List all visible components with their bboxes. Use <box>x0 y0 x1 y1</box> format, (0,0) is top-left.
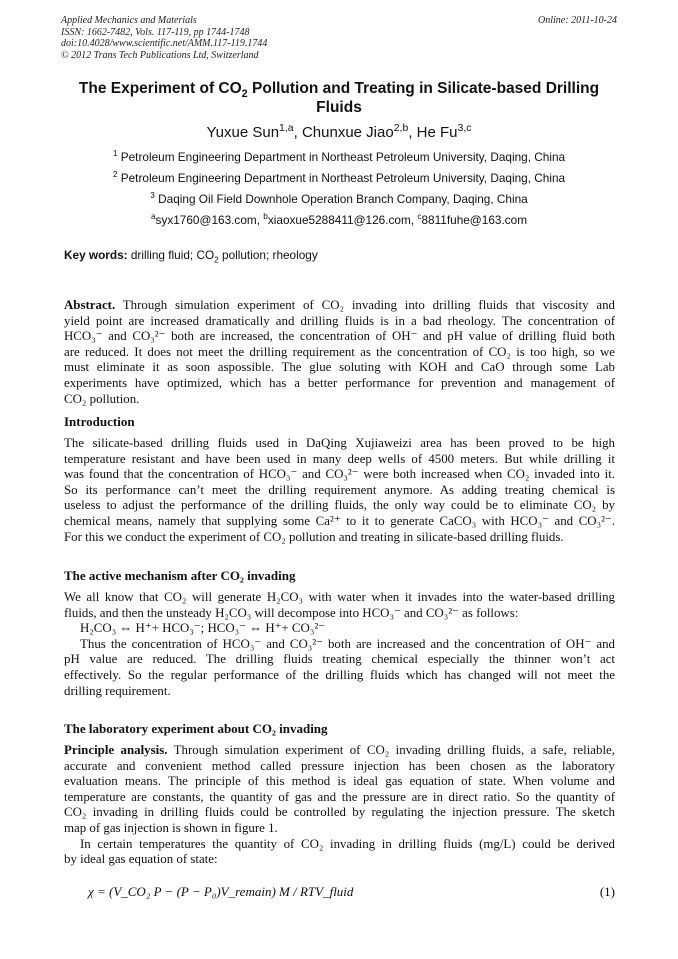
mechanism-line-6: drilling requirement. <box>64 683 171 698</box>
lab-line-5: CO₂ invading in drilling fluids could be controlled by regulating the injection pressure. The sketch <box>64 805 615 820</box>
equation-1: χ = (V_CO₂ P − (P − P₀)V_remain) M / RTV_fluid <box>88 884 354 899</box>
affiliation-2 <box>60 171 618 185</box>
author-1-sup: 1,a <box>279 122 294 134</box>
author-3: , He Fu <box>408 124 458 141</box>
online-date: Online: 2011-10-24 <box>538 15 617 26</box>
intro-line-7: For this we conduct the experiment of CO₂ pollution and treating in silicate-based drilling fluids. <box>64 529 564 544</box>
keywords-text1: drilling fluid; CO <box>127 248 215 262</box>
email-a: syx1760@163.com, <box>155 213 264 227</box>
lab-line-6: map of gas injection is shown in figure 1. <box>64 820 278 835</box>
title-part1: The Experiment of CO <box>78 80 242 97</box>
intro-line-2: temperature resistant and have been used in many deep wells of 4500 meters. But while drilling it <box>64 451 615 466</box>
journal-header <box>61 15 617 61</box>
affiliation-1-num: 1 <box>112 149 118 159</box>
keywords <box>64 248 616 265</box>
email-b: xiaoxue5288411@126.com, <box>267 213 418 227</box>
email-line <box>60 213 618 227</box>
abstract-label: Abstract. <box>64 298 116 312</box>
abstract-line-3: HCO₃⁻ and CO₃²⁻ both are increased, the concentration of OH⁻ and pH value of drilling fluid both <box>64 329 615 344</box>
mechanism-line-1: We all know that CO₂ will generate H₂CO₃ with water when it invades into the water-based drilling <box>64 590 615 604</box>
principle-label: Principle analysis. <box>64 743 168 757</box>
affiliation-3-text: Daqing Oil Field Downhole Operation Branch Company, Daqing, China <box>158 192 528 206</box>
lab-line-2: accurate and convenient method called pressure injection has been chosen as the laboratory <box>64 758 615 773</box>
email-c-sup: c <box>417 212 422 222</box>
mechanism-line-3: Thus the concentration of HCO₃⁻ and CO₃²⁻ both are increased and the concentration of OH⁻ and <box>80 636 615 651</box>
affiliation-2-text: Petroleum Engineering Department in Northeast Petroleum University, Daqing, China <box>120 171 566 185</box>
lab-l1: Through simulation experiment of CO₂ invading drilling fluids, a safe, reliable, <box>167 743 615 757</box>
abstract-line-5: must eliminate it as soon aspossible. The glue soluting with KOH and CaO through some Lab <box>64 360 615 375</box>
lab-line-8: by ideal gas equation of state: <box>64 852 218 867</box>
journal-copyright: © 2012 Trans Tech Publications Ltd, Switzerland <box>61 49 259 61</box>
email-a-sup: a <box>150 212 156 222</box>
author-3-sup: 3,c <box>457 122 472 134</box>
lab-line-1 <box>64 743 615 759</box>
laboratory-body <box>64 743 615 868</box>
intro-line-1: The silicate-based drilling fluids used in DaQing Xujiaweizi area has been proved to be high <box>64 436 615 450</box>
abstract-line-7: CO₂ pollution. <box>64 391 140 406</box>
affiliation-3 <box>60 192 618 206</box>
equation-number: (1) <box>599 884 615 899</box>
keywords-text2: pollution; rheology <box>218 248 318 262</box>
keywords-label: Key words: <box>64 248 128 262</box>
title-part2: Pollution and Treating in Silicate-based Drilling <box>247 80 600 97</box>
mechanism-line-5: effectively. So the regular performance of the drilling fluids which has changed will not meet the <box>64 667 615 682</box>
lab-line-7: In certain temperatures the quantity of CO₂ invading in drilling fluids (mg/L) could be derived <box>80 836 615 851</box>
abstract-line-6: experiments have optimized, which has a better performance for prevention and management of <box>64 375 615 390</box>
author-1: Yuxue Sun <box>206 124 280 141</box>
abstract-line-1 <box>64 298 615 314</box>
title-line2: Fluids <box>316 99 362 116</box>
intro-line-6: chemical means, namely that supplying some Ca²⁺ to it to generate CaCO₃ with HCO₃⁻ and CO₃²⁻. <box>64 513 615 528</box>
abstract-l1: Through simulation experiment of CO₂ invading into drilling fluids that viscosity and <box>115 298 615 312</box>
intro-line-3: was found that the concentration of HCO₃⁻ and CO₃²⁻ were both increased when CO₂ invaded into it. <box>64 467 615 482</box>
abstract-line-4: are reduced. It does not meet the drilling requirement as the concentration of CO₂ is too high, so we <box>64 344 615 359</box>
abstract <box>64 298 615 407</box>
paper-title <box>60 79 618 117</box>
lab-line-3: evaluation means. The principle of this method is ideal gas equation of state. When volume and <box>64 774 615 789</box>
journal-issn: ISSN: 1662-7482, Vols. 117-119, pp 1744-1748 <box>61 26 250 38</box>
affiliation-1-text: Petroleum Engineering Department in Northeast Petroleum University, Daqing, China <box>120 150 566 164</box>
dissociation-equation: H₂CO₃ ⇔ H⁺+ HCO₃⁻; HCO₃⁻ ⇔ H⁺+ CO₃²⁻ <box>80 621 325 636</box>
intro-line-4: So its performance can’t meet the drilling requirement anymore. As adding treating chemical is <box>64 482 615 497</box>
intro-line-5: useless to adjust the performance of the drilling fluids, the only way could be to eliminate CO₂ by <box>64 498 615 513</box>
mechanism-heading: The active mechanism after CO₂ invading <box>64 568 296 583</box>
affiliation-3-num: 3 <box>150 191 155 201</box>
mechanism-body <box>64 590 615 699</box>
email-b-sup: b <box>263 212 268 222</box>
laboratory-heading: The laboratory experiment about CO₂ invading <box>64 721 328 736</box>
author-2-sup: 2,b <box>393 122 409 134</box>
keywords-sub: 2 <box>214 255 219 265</box>
abstract-line-2: yield point are increased dramatically and drilling fluids is in a bad rheology. The concentration of <box>64 313 615 328</box>
lab-line-4: temperature are constants, the quantity of gas and the pressure are in direct ratio. So the quantity of <box>64 789 615 804</box>
author-2: , Chunxue Jiao <box>293 124 394 141</box>
journal-name: Applied Mechanics and Materials <box>61 15 197 26</box>
introduction-body <box>64 436 615 545</box>
email-c: 8811fuhe@163.com <box>421 213 528 227</box>
introduction-heading: Introduction <box>64 414 135 429</box>
journal-doi: doi:10.4028/www.scientific.net/AMM.117-119.1744 <box>61 38 268 49</box>
affiliation-1 <box>60 150 618 164</box>
title-sub: 2 <box>241 88 248 101</box>
affiliation-2-num: 2 <box>112 170 118 180</box>
mechanism-line-2: fluids, and then the unsteady H₂CO₃ will decompose into HCO₃⁻ and CO₃²⁻ as follows: <box>64 605 519 620</box>
mechanism-line-4: pH value are reduced. The drilling fluids treating chemical especially the thinner won’t act <box>64 652 615 667</box>
author-list <box>60 124 618 142</box>
